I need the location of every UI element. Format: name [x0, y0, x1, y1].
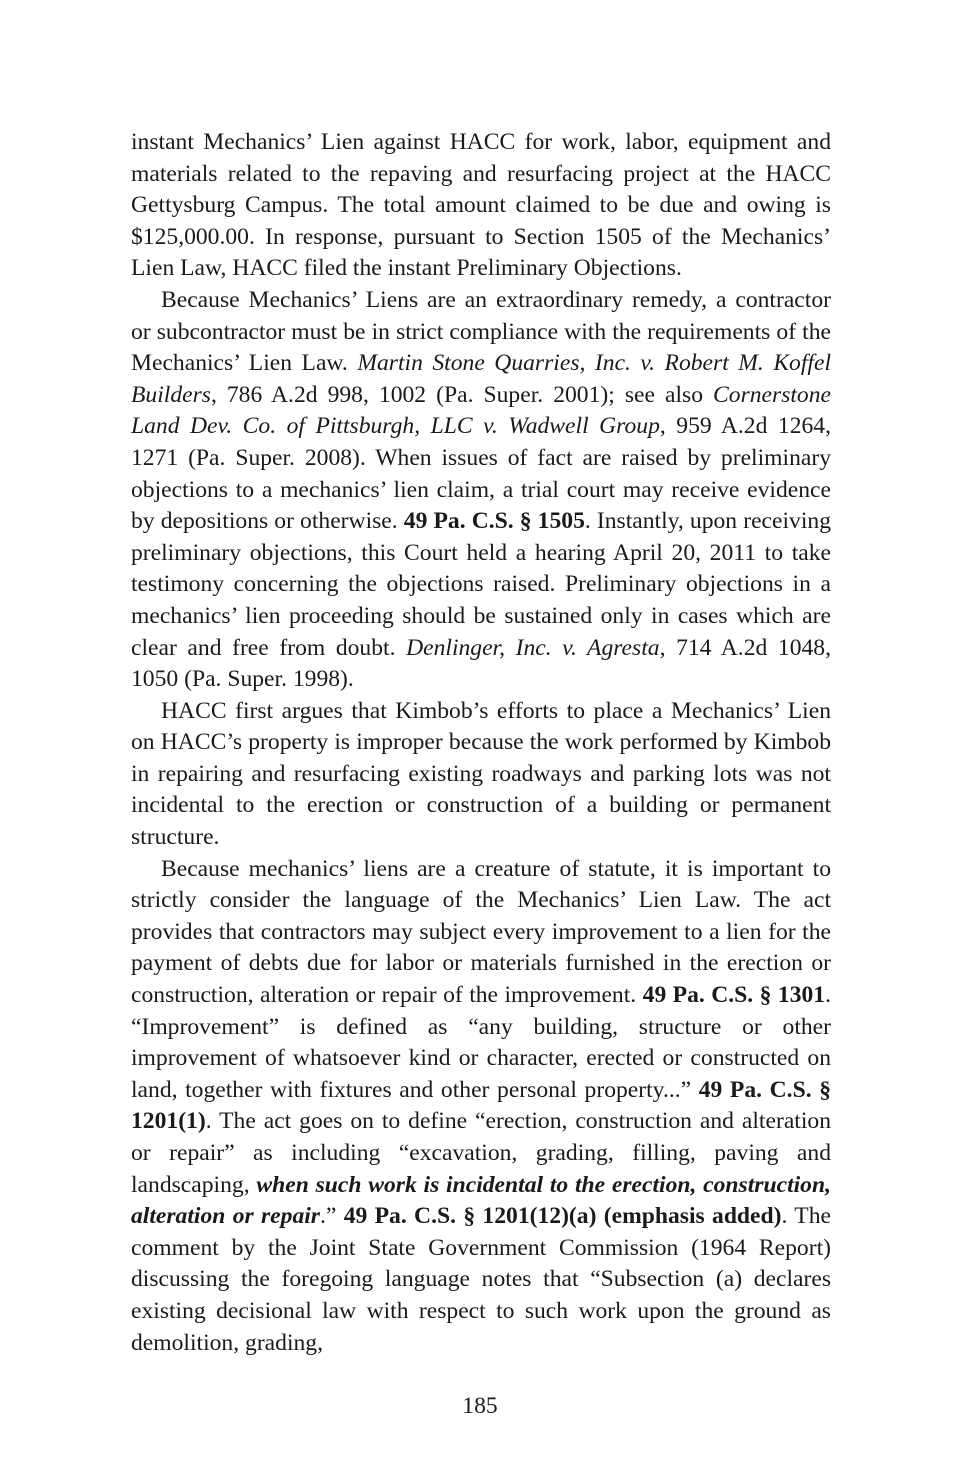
text-run: , 786 A.2d 998, 1002 (Pa. Super. 2001); see also: [210, 381, 714, 408]
page-number: 185: [462, 1393, 498, 1419]
statute-citation: 49 Pa. C.S. § 1201(1): [131, 1076, 832, 1135]
text-run: HACC first argues that Kimbob’s efforts to place a Mechanics’ Lien on HACC’s property is improper because the work performed by Kimbob in repairing and resurfacing existing roadways and parking lots was not incidental to the erection or construction of a building or permanent structure.: [131, 697, 831, 851]
text-run: . The act goes on to define “erection, construction and alteration or repair” as including “excavation, grading, filling, paving and landscaping,: [131, 1108, 831, 1198]
statute-citation: 49 Pa. C.S. § 1301: [642, 982, 826, 1009]
paragraph: [131, 127, 831, 285]
case-citation: Martin Stone Quarries, Inc. v. Robert M. Koffel Builders: [131, 350, 831, 408]
text-run: .”: [320, 1203, 344, 1230]
text-run: . Instantly, upon receiving preliminary objections, this Court held a hearing April 20, 2011 to take testimony concerning the objections raised. Preliminary objections in a mechanics’ lien proceeding should be sustained only in cases which are clear and free from doubt.: [131, 508, 831, 661]
emphasized-text: when such work is incidental to the erection, construction, alteration or repair: [131, 1171, 831, 1230]
text-run: , 714 A.2d 1048, 1050 (Pa. Super. 1998).: [131, 634, 831, 693]
text-run: . The comment by the Joint State Government Commission (1964 Report) discussing the foregoing language notes that “Subsection (a) declares existing decisional law with respect to such work upon the ground as demolition, grading,: [131, 1203, 831, 1356]
body-text: [131, 127, 831, 1359]
paragraph: [131, 696, 831, 854]
paragraph: [131, 285, 831, 696]
text-run: instant Mechanics’ Lien against HACC for work, labor, equipment and materials related to the repaving and resurfacing project at the HACC Gettysburg Campus. The total amount claimed to be due and owing is $125,000.00. In response, pursuant to Section 1505 of the Mechanics’ Lien Law, HACC filed the instant Preliminary Objections.: [131, 129, 831, 282]
text-run: Because mechanics’ liens are a creature of statute, it is important to strictly consider the language of the Mechanics’ Lien Law. The act provides that contractors may subject every improvement to a lien for the payment of debts due for labor or materials furnished in the erection or construction, alteration or repair of the improvement.: [131, 855, 831, 1009]
text-run: Because Mechanics’ Liens are an extraordinary remedy, a contractor or subcontractor must be in strict compliance with the requirements of the Mechanics’ Lien Law.: [131, 286, 831, 377]
statute-citation: 49 Pa. C.S. § 1201(12)(a) (emphasis added): [343, 1203, 782, 1230]
statute-citation: 49 Pa. C.S. § 1505: [403, 508, 585, 535]
paragraph: [131, 854, 831, 1360]
case-citation: Cornerstone Land Dev. Co. of Pittsburgh, LLC v. Wadwell Group: [131, 381, 831, 440]
text-run: , 959 A.2d 1264, 1271 (Pa. Super. 2008). When issues of fact are raised by preliminary objections to a mechanics’ lien claim, a trial court may receive evidence by depositions or otherwise.: [131, 413, 831, 535]
text-run: . “Improvement” is defined as “any building, structure or other improvement of whatsoever kind or character, erected or constructed on land, together with fixtures and other personal property...”: [131, 982, 831, 1103]
case-citation: Denlinger, Inc. v. Agresta: [406, 634, 660, 661]
